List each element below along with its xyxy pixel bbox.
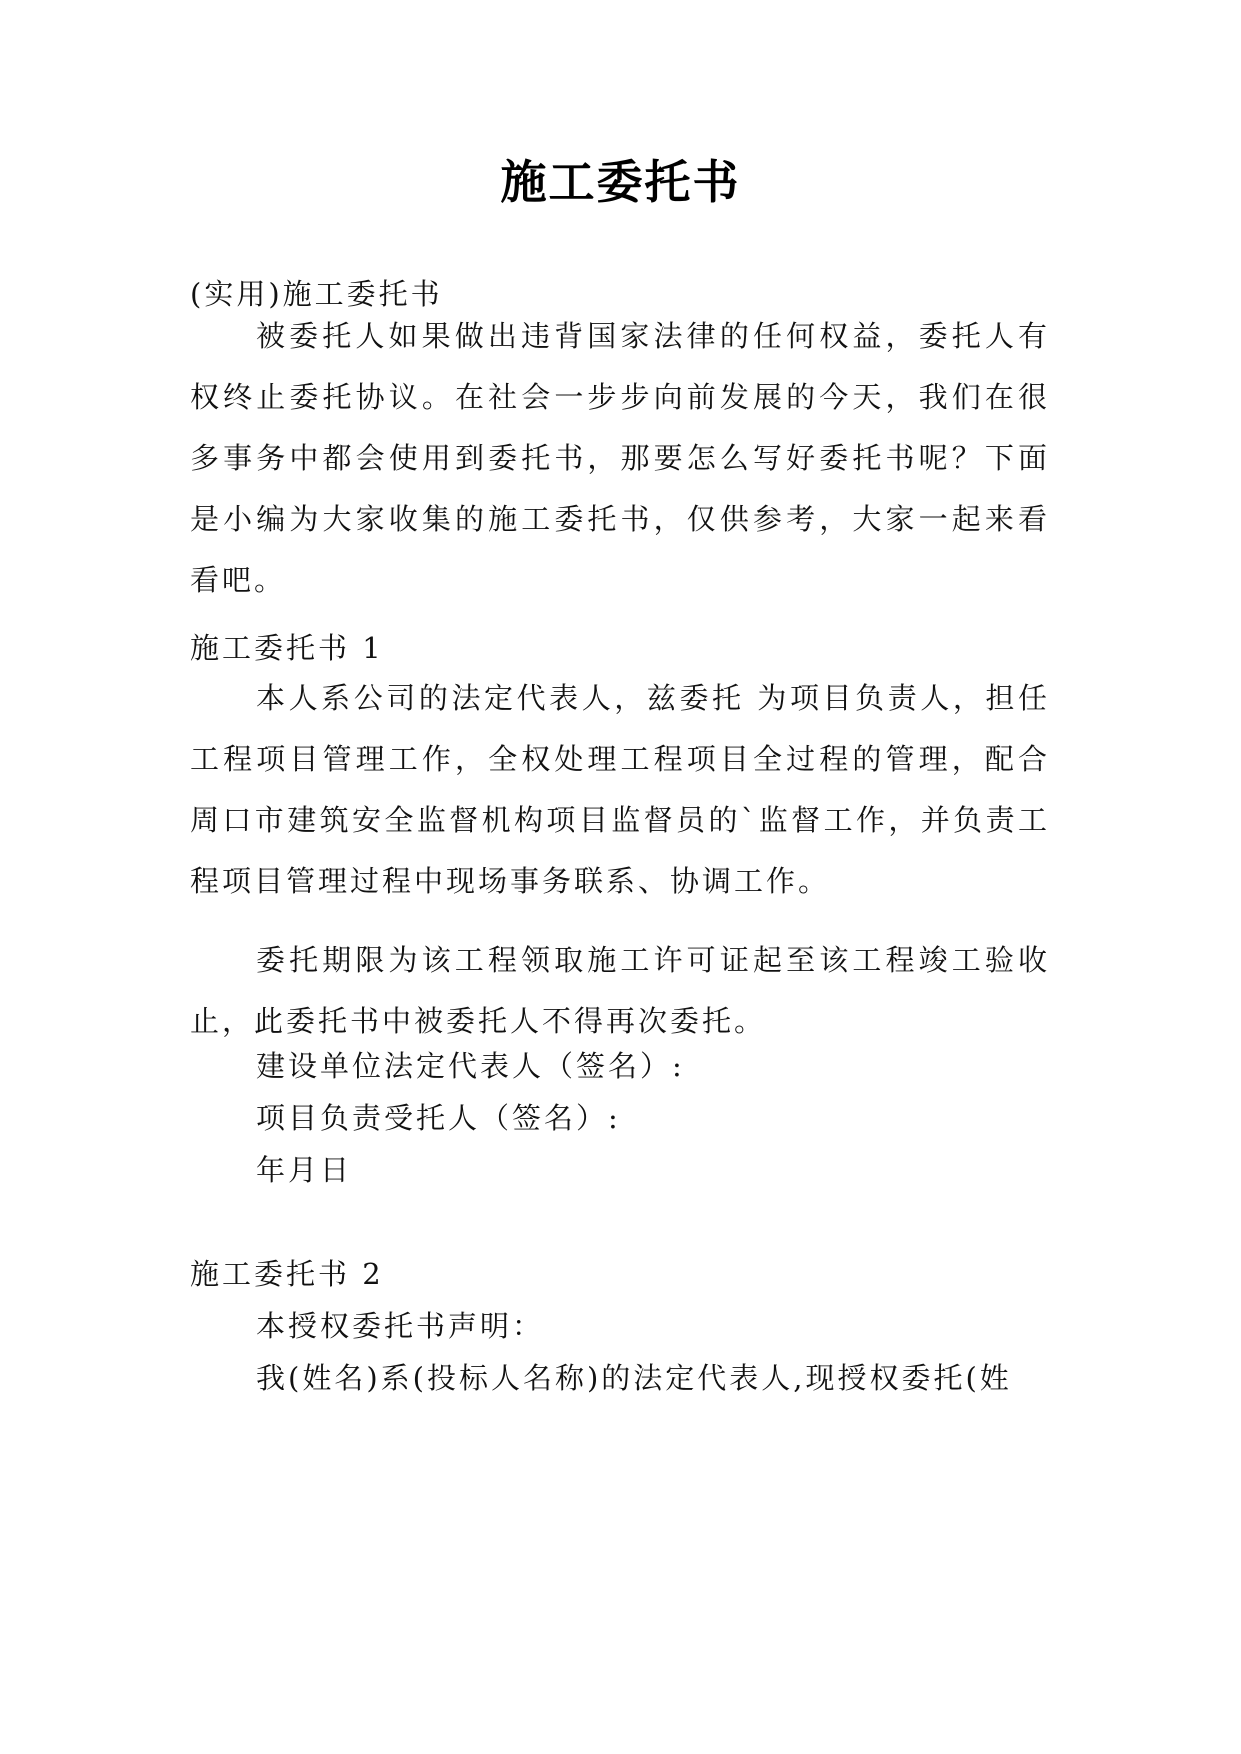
section2-heading: 施工委托书 2	[190, 1257, 384, 1291]
section1-paragraph1: 本人系公司的法定代表人，兹委托 为项目负责人，担任工程项目管理工作，全权处理工程项目全过程的管理，配合周口市建筑安全监督机构项目监督员的`监督工作，并负责工程项目管理过程中现场事务联系、协调工作。	[190, 681, 1050, 898]
intro-heading: (实用)施工委托书	[190, 277, 443, 311]
signature-line-project-lead: 项目负责受托人（签名）:	[256, 1101, 621, 1135]
section2-paragraph1: 本授权委托书声明：	[256, 1309, 545, 1343]
document-title: 施工委托书	[500, 155, 741, 209]
date-line: 年月日	[256, 1153, 353, 1187]
section1-paragraph2: 委托期限为该工程领取施工许可证起至该工程竣工验收止，此委托书中被委托人不得再次委托。	[190, 943, 1050, 1038]
signature-line-legal-rep: 建设单位法定代表人（签名）:	[256, 1049, 685, 1083]
section1-heading: 施工委托书 1	[190, 631, 384, 665]
section2-paragraph2: 我(姓名)系(投标人名称)的法定代表人,现授权委托(姓	[256, 1361, 1012, 1395]
intro-paragraph: 被委托人如果做出违背国家法律的任何权益，委托人有权终止委托协议。在社会一步步向前发展的今天，我们在很多事务中都会使用到委托书，那要怎么写好委托书呢？下面是小编为大家收集的施工委托书，仅供参考，大家一起来看看吧。	[190, 319, 1050, 597]
